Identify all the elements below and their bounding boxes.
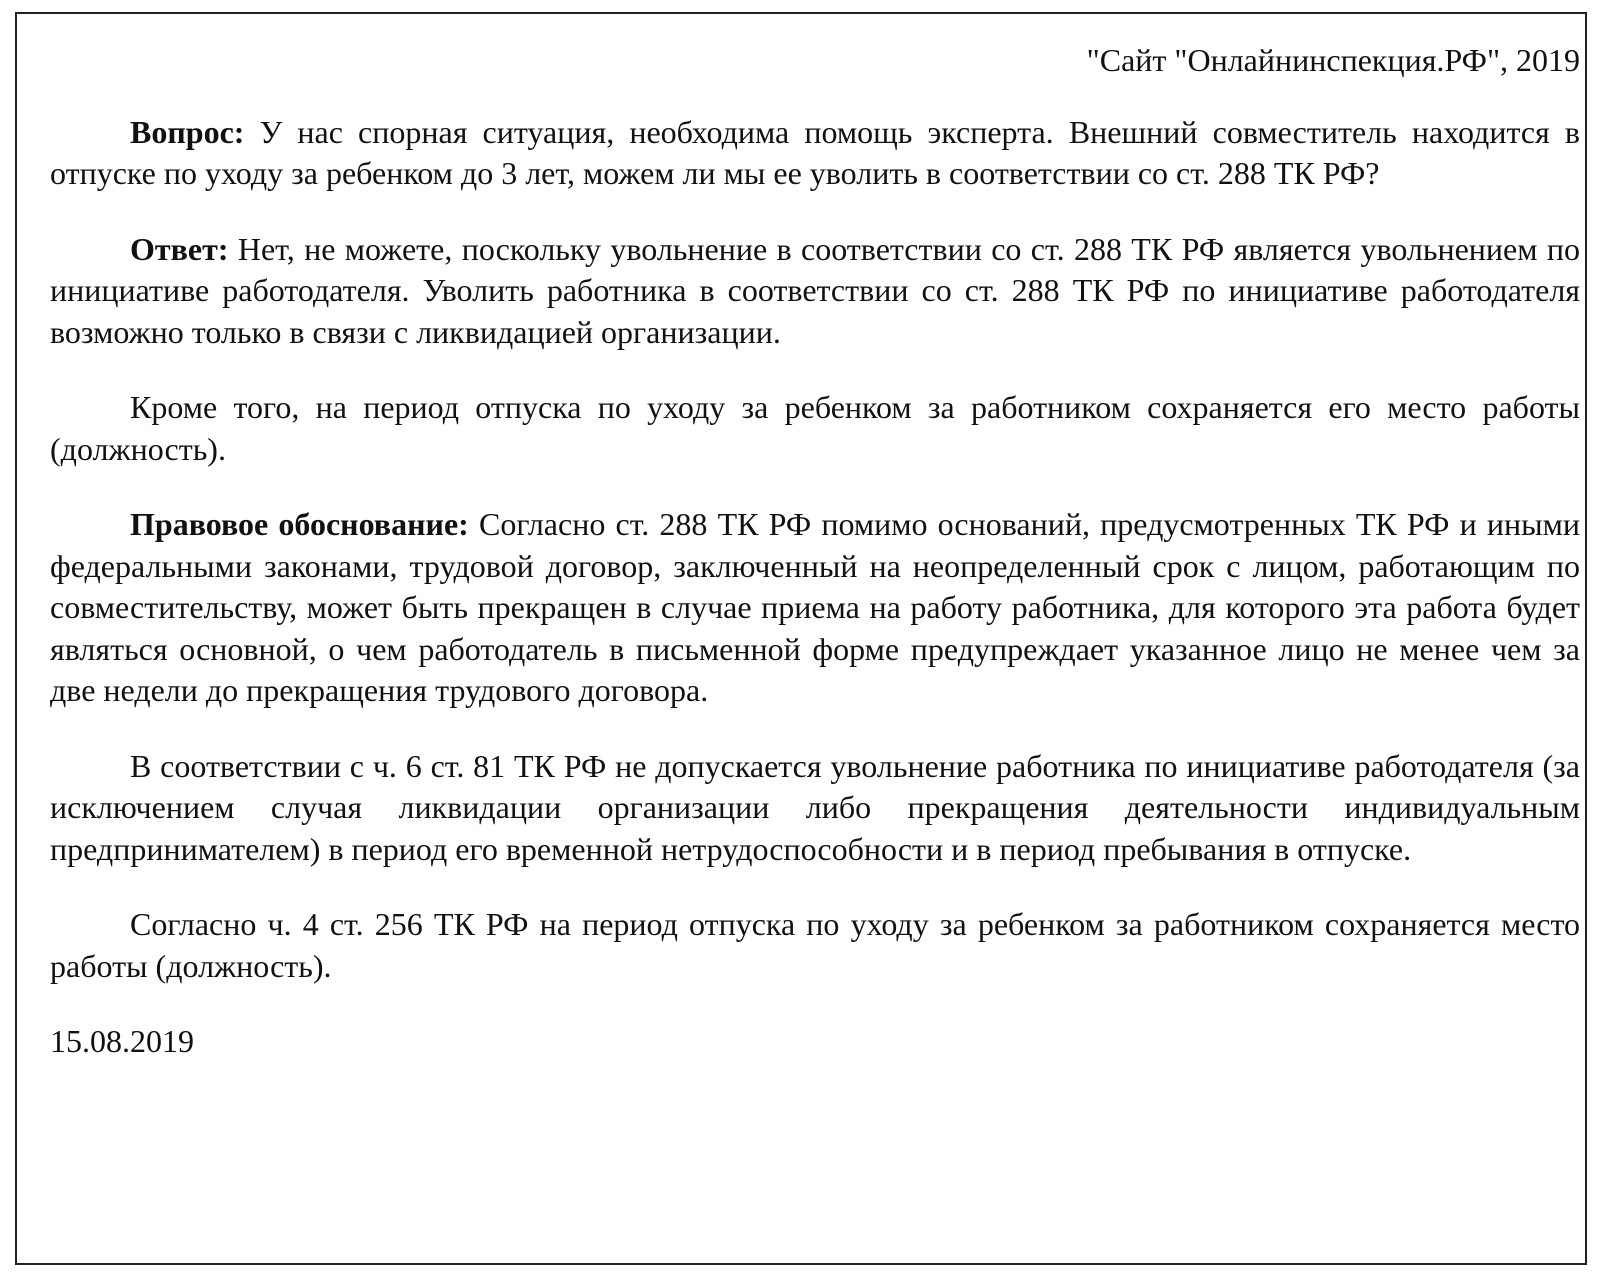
question-text: У нас спорная ситуация, необходима помощь эксперта. Внешний совместитель находится в отпуске по уходу за ребенком до 3 лет, можем ли мы ее уволить в соответствии со ст. 288 ТК РФ?	[50, 113, 1580, 191]
article-81-paragraph: В соответствии с ч. 6 ст. 81 ТК РФ не допускается увольнение работника по инициативе работодателя (за исключением случая ликвидации организации либо прекращения деятельности индивидуальным предпринимателем) в период его временной нетрудоспособности и в период пребывания в отпуске.	[50, 747, 1580, 867]
legal-basis-label: Правовое обоснование:	[130, 506, 469, 542]
question-paragraph	[50, 112, 1580, 195]
answer-text: Нет, не можете, поскольку увольнение в соответствии со ст. 288 ТК РФ является увольнением по инициативе работодателя. Уволить работника в соответствии со ст. 288 ТК РФ по инициативе работодателя возможно только в связи с ликвидацией организации.	[50, 230, 1580, 350]
legal-basis-text: Согласно ст. 288 ТК РФ помимо оснований, предусмотренных ТК РФ и иными федеральными законами, трудовой договор, заключенный на неопределенный срок с лицом, работающим по совместительству, может быть прекращен в случае приема на работу работника, для которого эта работа будет являться основной, о чем работодатель в письменной форме предупреждает указанное лицо не менее чем за две недели до прекращения трудового договора.	[50, 506, 1581, 708]
answer-label: Ответ:	[130, 230, 229, 267]
question-label: Вопрос:	[130, 113, 245, 150]
answer-extra-paragraph: Кроме того, на период отпуска по уходу за ребенком за работником сохраняется его место работы (должность).	[50, 389, 1580, 467]
source-line: "Сайт "Онлайнинспекция.РФ", 2019	[1086, 42, 1580, 78]
document-date: 15.08.2019	[50, 1023, 194, 1059]
document-body	[50, 40, 1580, 1063]
answer-paragraph	[50, 229, 1580, 354]
article-256-paragraph: Согласно ч. 4 ст. 256 ТК РФ на период отпуска по уходу за ребенком за работником сохраняется место работы (должность).	[50, 906, 1580, 984]
legal-basis-paragraph	[50, 504, 1580, 712]
